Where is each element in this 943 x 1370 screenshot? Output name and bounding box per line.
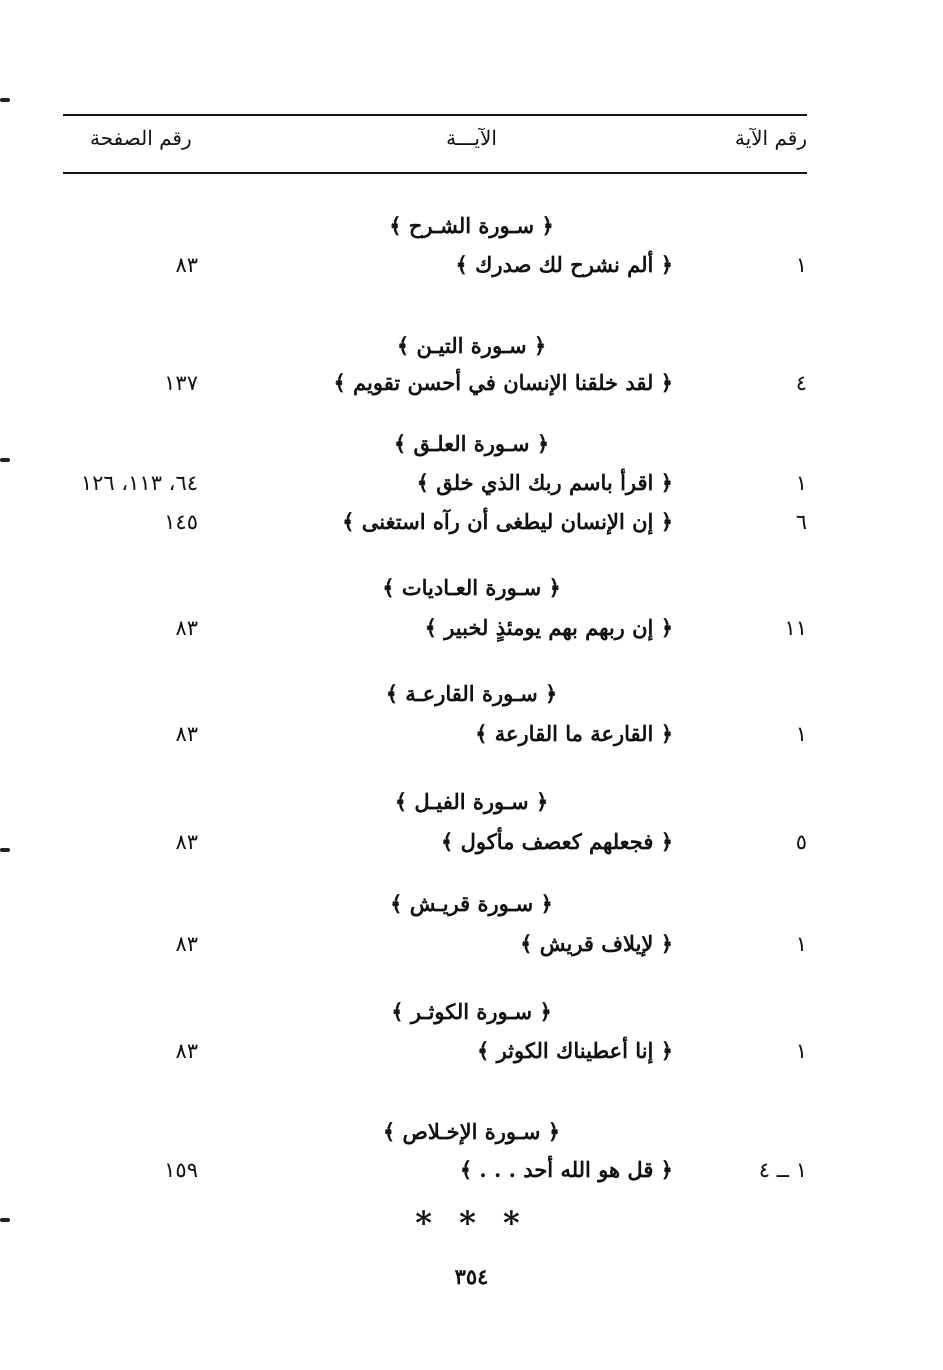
ayah-number: ٥	[795, 830, 807, 854]
surah-title: ﴿ سـورة العـاديات ﴾	[382, 575, 561, 600]
scan-edge-mark	[0, 98, 10, 102]
ayah-number: ٦	[795, 510, 807, 534]
page-number: ٣٥٤	[454, 1264, 489, 1289]
table-row	[0, 719, 943, 749]
ayah-text: ﴿ إن الإنسان ليطغى أن رآه استغنى ﴾	[342, 509, 673, 534]
end-ornament: * * *	[415, 1204, 528, 1242]
table-row	[0, 1155, 943, 1185]
ayah-number: ١	[795, 1039, 807, 1063]
page-reference: ١٣٧	[164, 371, 198, 395]
page-reference: ١٥٩	[164, 1158, 198, 1182]
table-row	[0, 468, 943, 498]
header-page-number: رقم الصفحة	[90, 126, 192, 150]
ayah-number: ١	[795, 253, 807, 277]
surah-title: ﴿ سـورة الإخـلاص ﴾	[382, 1119, 561, 1144]
surah-title: ﴿ سـورة القارعـة ﴾	[385, 681, 558, 706]
surah-title: ﴿ سـورة العلـق ﴾	[393, 431, 550, 456]
surah-title: ﴿ سـورة التيـن ﴾	[396, 333, 547, 358]
surah-title: ﴿ سـورة قريـش ﴾	[390, 891, 553, 916]
header-ayah: الآيـــة	[446, 126, 497, 150]
ayah-number: ٤	[795, 371, 807, 395]
ayah-text: ﴿ لإيلاف قريش ﴾	[520, 931, 673, 956]
header-bottom-rule	[63, 172, 807, 174]
header-top-rule	[63, 114, 807, 116]
table-row	[0, 1036, 943, 1066]
ayah-number: ١	[795, 471, 807, 495]
table-row	[0, 507, 943, 537]
table-row	[0, 368, 943, 398]
page-reference: ٨٣	[175, 616, 198, 640]
table-row	[0, 827, 943, 857]
page-reference: ٨٣	[175, 1039, 198, 1063]
ayah-text: ﴿ فجعلهم كعصف مأكول ﴾	[440, 829, 673, 854]
header-ayah-number: رقم الآية	[734, 126, 807, 150]
ayah-text: ﴿ ألم نشرح لك صدرك ﴾	[455, 252, 673, 277]
surah-title: ﴿ سـورة الكوثـر ﴾	[391, 999, 552, 1024]
scan-edge-mark	[0, 458, 10, 462]
ayah-number: ١ ــ ٤	[758, 1158, 807, 1182]
surah-title: ﴿ سـورة الشـرح ﴾	[389, 213, 554, 238]
page-reference: ٨٣	[175, 253, 198, 277]
surah-title: ﴿ سـورة الفيـل ﴾	[394, 789, 549, 814]
table-row	[0, 250, 943, 280]
table-row	[0, 929, 943, 959]
ayah-number: ١	[795, 932, 807, 956]
table-row	[0, 613, 943, 643]
ayah-text: ﴿ اقرأ باسم ربك الذي خلق ﴾	[416, 470, 673, 495]
ayah-number: ١	[795, 722, 807, 746]
ayah-number: ١١	[784, 616, 807, 640]
ayah-text: ﴿ إنا أعطيناك الكوثر ﴾	[476, 1038, 673, 1063]
page-reference: ٨٣	[175, 830, 198, 854]
page-reference: ١٤٥	[164, 510, 198, 534]
page-reference: ٨٣	[175, 932, 198, 956]
ayah-text: ﴿ لقد خلقنا الإنسان في أحسن تقويم ﴾	[333, 370, 673, 395]
ayah-text: ﴿ القارعة ما القارعة ﴾	[475, 721, 673, 746]
page-reference: ٨٣	[175, 722, 198, 746]
ayah-text: ﴿ إن ربهم بهم يومئذٍ لخبير ﴾	[424, 615, 673, 640]
ayah-text: ﴿ قل هو الله أحد . . . ﴾	[459, 1157, 673, 1182]
page-reference: ٦٤، ١١٣، ١٢٦	[80, 471, 198, 495]
